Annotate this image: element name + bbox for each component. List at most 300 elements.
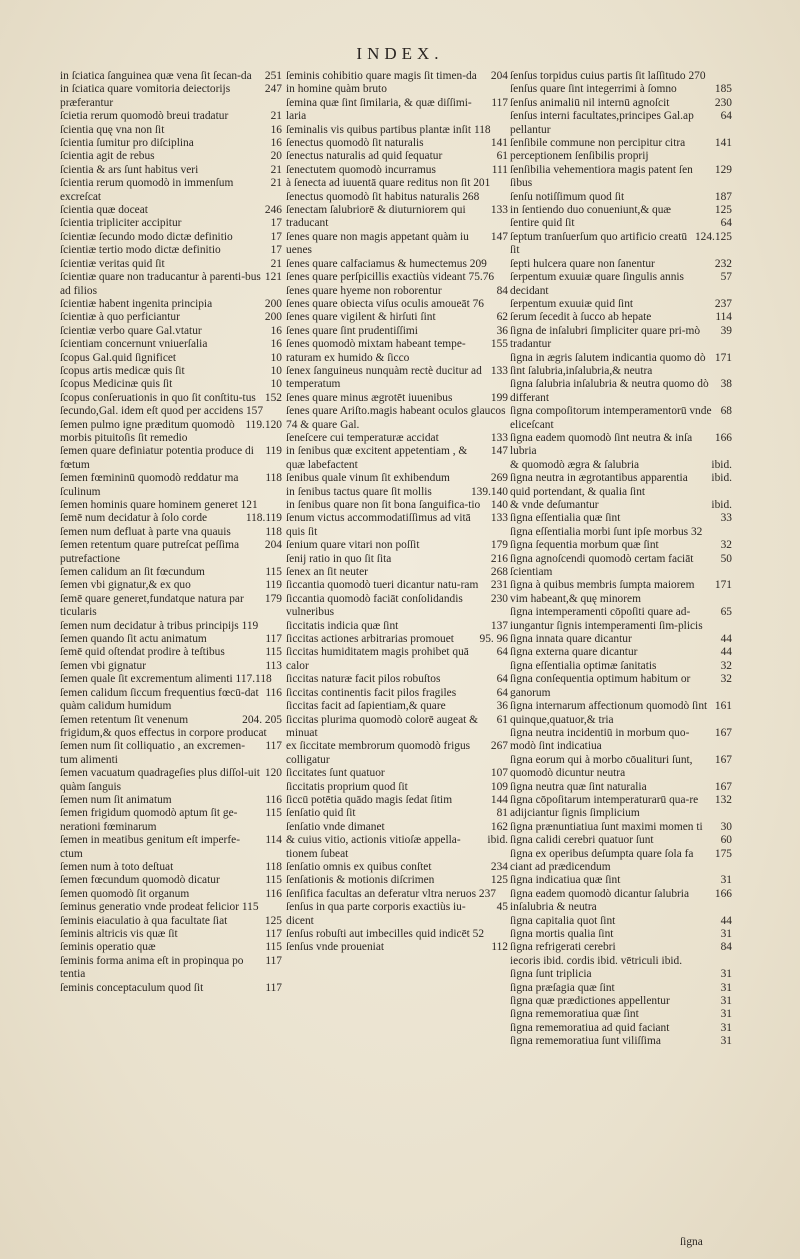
- index-entry-text: ſenes quare ſint prudentiſſimi: [286, 324, 418, 337]
- index-entry-text: ſeminis operatio quæ: [60, 941, 156, 954]
- index-entry-text: ſerpentum exuuiæ quid ſint: [510, 297, 634, 310]
- index-entry-page: 117: [265, 954, 282, 967]
- index-entry-text: ſigna neutra incidentiū in morbum quo-modò ſint indicatiua: [510, 726, 690, 753]
- index-entry: [510, 432, 732, 459]
- index-entry-page: 246: [264, 204, 282, 217]
- index-entry-text: in ſenibus quæ excitent appetentiam , & quæ labefactent: [286, 445, 468, 471]
- index-entry-page: 147: [490, 230, 508, 243]
- index-entry: [510, 915, 732, 928]
- index-entry-text: in ſenibus quare non ſit bona ſanguifica-tio: [286, 499, 481, 511]
- index-entry-page: 200: [264, 311, 282, 324]
- index-entry: [286, 593, 508, 620]
- index-entry-text: ſemen fœmininū quomodò reddatur ma ſculinum: [60, 472, 239, 498]
- index-entry-page: 125: [490, 874, 508, 887]
- index-entry: [286, 834, 508, 861]
- index-entry: [286, 432, 508, 445]
- index-entry: [60, 526, 282, 539]
- index-entry: [286, 928, 508, 941]
- index-entry-page: 237: [714, 297, 732, 310]
- index-entry: [60, 874, 282, 887]
- index-entry-page: 232: [714, 257, 732, 270]
- index-entry-text: ſcopus Medicinæ quis ſit: [60, 378, 173, 391]
- index-entry-text: ſenes quare perſpicillis exactiùs videant 75.76: [286, 271, 495, 284]
- index-entry: [60, 915, 282, 928]
- index-entry-page: 144: [490, 793, 508, 806]
- index-entry: [60, 419, 282, 446]
- index-entry-text: ſigna neutra in ægrotantibus apparentia quid portendant, & qualia ſint: [510, 472, 688, 498]
- index-entry: [60, 217, 282, 230]
- index-entry-text: ſcientiæ à quo perficiantur: [60, 311, 180, 324]
- index-entry-page: 31: [720, 1021, 732, 1034]
- index-entry: [60, 901, 282, 914]
- index-entry: [286, 445, 508, 472]
- index-entry: [286, 258, 508, 271]
- index-entry: [510, 378, 732, 405]
- index-entry-text: & cuius vitio, actionis vitioſæ appella-tionem ſubeat: [286, 834, 461, 860]
- index-entry-page: 204. 205: [242, 713, 282, 726]
- index-entry-text: ſemen num ſit animatum: [60, 793, 172, 806]
- index-entry-page: 115: [265, 807, 282, 820]
- index-entry: [60, 204, 282, 217]
- index-entry-text: ſigna calidi cerebri quatuor ſunt: [510, 834, 654, 847]
- index-entry-text: ſenſus robuſti aut imbecilles quid indicēt 52: [286, 928, 485, 940]
- index-entry: [286, 338, 508, 365]
- index-entry: [510, 512, 732, 525]
- index-entry-page: 117: [265, 740, 282, 753]
- index-entry: [510, 472, 732, 499]
- index-entry-text: ſigna eſſentialia quæ ſint: [510, 512, 621, 525]
- index-entry: [60, 352, 282, 365]
- index-entry-page: 114: [265, 834, 282, 847]
- index-entry-page: 117: [265, 633, 282, 646]
- index-entry-text: ſemē quid oſtendat prodire à teſtibus: [60, 646, 225, 659]
- index-entry-page: 118: [265, 525, 282, 538]
- index-entry: [286, 807, 508, 820]
- index-entry: [60, 472, 282, 499]
- index-entry-page: 118.119: [245, 512, 282, 525]
- index-entry-text: ſcopus Gal.quid ſignificet: [60, 351, 177, 364]
- index-entry-text: ſigna quæ prædictiones appellentur: [510, 995, 670, 1008]
- index-entry-page: 31: [720, 995, 732, 1008]
- index-entry-text: ſigna ſunt triplicia: [510, 968, 592, 981]
- index-entry-text: ſigna neutra quæ ſint naturalia: [510, 780, 647, 793]
- index-entry: [510, 83, 732, 96]
- index-entry-page: 133: [490, 431, 508, 444]
- index-entry-text: ſiccitas facit ad ſapientiam,& quare: [286, 700, 446, 713]
- index-entry-page: 32: [720, 539, 732, 552]
- index-entry: [60, 941, 282, 954]
- index-entry-text: ſemen quare definiatur potentia produce di fœtum: [60, 445, 254, 471]
- index-entry: [60, 177, 282, 204]
- index-entry-page: 30: [720, 820, 732, 833]
- index-entry-text: ſemen quomodò ſit organum: [60, 887, 190, 900]
- index-entry-text: in ſciatica quare vomitoria deiectorijs præferantur: [60, 83, 231, 109]
- index-entry-page: 36: [496, 324, 508, 337]
- index-entry-page: 32: [720, 673, 732, 686]
- index-entry-text: ſemē quare generet,fundatque natura par ticularis: [60, 592, 244, 619]
- index-entry-page: 44: [720, 914, 732, 927]
- index-entry: [510, 606, 732, 633]
- index-entry: [286, 941, 508, 954]
- index-entry: [510, 231, 732, 258]
- index-entry: [510, 821, 732, 834]
- index-entry: [510, 982, 732, 995]
- index-entry-text: ſemen num decidatur à tribus principijs 119: [60, 619, 259, 632]
- index-entry: [60, 928, 282, 941]
- index-entry: [286, 191, 508, 204]
- index-entry-page: 33: [720, 512, 732, 525]
- index-entry: [60, 338, 282, 351]
- index-entry: [510, 646, 732, 659]
- index-entry-page: 147: [490, 445, 508, 458]
- index-entry: [286, 177, 508, 190]
- index-entry: [286, 767, 508, 780]
- index-entry-text: ſemina quæ ſint ſimilaria, & quæ diſſimi-laria: [286, 96, 472, 123]
- index-entry-text: ſenes quare minus ægrotēt iuuenibus: [286, 391, 453, 404]
- index-entry-text: ſigna rememoratiua ſunt viliſſima: [510, 1035, 661, 1048]
- index-entry-text: ſiccitatis indicia quæ ſint: [286, 619, 399, 632]
- index-entry-page: ibid.: [711, 458, 732, 471]
- index-entry: [60, 124, 282, 137]
- index-entry-text: ſcientia ſumitur pro diſciplina: [60, 137, 194, 150]
- index-entry: [60, 673, 282, 686]
- index-entry-page: 16: [270, 123, 282, 136]
- index-entry-text: & vnde deſumantur: [510, 499, 599, 511]
- index-entry-page: 267: [490, 740, 508, 753]
- index-entry-page: 155: [490, 338, 508, 351]
- index-entry: [286, 821, 508, 834]
- index-entry-text: in ſentiendo duo conueniunt,& quæ: [510, 204, 672, 217]
- index-entry-text: ſiccitatis proprium quod ſit: [286, 780, 408, 793]
- index-entry-page: 95. 96: [479, 633, 508, 646]
- index-column-3: [510, 70, 732, 1049]
- index-entry-text: ſcientia & ars ſunt habitus veri: [60, 163, 199, 176]
- index-entry-text: ſcientia rerum quomodò in immenſum excreſcat: [60, 177, 234, 203]
- index-entry-text: ſiccitas humiditatem magis prohibet quā calor: [286, 646, 469, 672]
- index-entry-text: ſiccitates ſunt quatuor: [286, 767, 385, 780]
- index-entry-text: ſecundo,Gal. idem eſt quod per accidens 157: [60, 405, 264, 418]
- index-entry-page: 39: [720, 324, 732, 337]
- index-entry-page: 247: [264, 83, 282, 96]
- index-entry-text: ſcientiæ verbo quare Gal.vtatur: [60, 324, 202, 337]
- index-entry-page: 199: [490, 391, 508, 404]
- index-entry-page: 61: [496, 713, 508, 726]
- index-entry: [60, 392, 282, 405]
- index-entry: [286, 620, 508, 633]
- index-entry-page: 204: [490, 70, 508, 82]
- index-entry-text: ſenes quare Ariſto.magis habeant oculos glaucos 74 & quare Gal.: [286, 405, 506, 431]
- index-entry-text: ſenectam ſalubriorē & diuturniorem qui traducant: [286, 204, 466, 230]
- index-entry-page: 251: [264, 70, 282, 82]
- index-entry-page: 152: [264, 391, 282, 404]
- index-entry: [286, 164, 508, 177]
- index-entry-page: 109: [490, 780, 508, 793]
- index-entry: [286, 472, 508, 485]
- index-entry-text: ſigna internarum affectionum quomodò ſint quinque,quatuor,& tria: [510, 700, 708, 726]
- index-entry: [286, 392, 508, 405]
- index-entry-text: ſigna indicatiua quæ ſint: [510, 874, 621, 887]
- index-entry-page: ibid.: [487, 834, 508, 847]
- index-entry-text: ſemen frigidum quomodò aptum ſit ge-nerationi fœminarum: [60, 807, 238, 833]
- index-entry: [60, 539, 282, 566]
- index-entry-page: 20: [270, 150, 282, 163]
- index-entry-page: 124.125: [694, 230, 732, 243]
- index-entry: [510, 405, 732, 432]
- index-entry-page: 81: [496, 807, 508, 820]
- index-entry-page: 10: [270, 378, 282, 391]
- index-entry: [60, 311, 282, 324]
- index-entry-text: ſemen retentum quare putreſcat peſſima putrefactione: [60, 539, 240, 565]
- index-entry: [286, 298, 508, 311]
- index-entry-page: 166: [714, 431, 732, 444]
- index-entry: [510, 271, 732, 298]
- index-entry-page: 44: [720, 633, 732, 646]
- index-entry: [510, 794, 732, 821]
- index-entry-text: ſenectutem quomodò incurramus: [286, 163, 436, 176]
- index-entry-text: ſigna eadem quomodò dicantur ſalubria inſalubria & neutra: [510, 887, 690, 914]
- index-entry-page: 117: [265, 928, 282, 940]
- index-entry: [510, 888, 732, 915]
- index-entry-text: ex ſiccitate membrorum quomodò frigus colligatur: [286, 740, 471, 766]
- index-entry-text: ſcientia quæ doceat: [60, 204, 148, 217]
- index-entry-page: 61: [496, 150, 508, 163]
- index-entry-text: ſemen hominis quare hominem generet 121: [60, 499, 258, 511]
- index-entry-page: 116: [265, 686, 282, 699]
- index-entry-text: ſenum victus accommodatiſſimus ad vitā quis ſit: [286, 512, 471, 538]
- index-entry-page: 16: [270, 338, 282, 351]
- index-entry-text: ſenſibilia vehementiora magis patent ſen ſibus: [510, 163, 693, 190]
- index-entry-text: ſenibus quale vinum ſit exhibendum: [286, 472, 450, 485]
- index-entry: [286, 566, 508, 579]
- index-entry: [510, 727, 732, 754]
- index-entry-text: ſigna externa quare dicantur: [510, 646, 638, 659]
- index-entry-text: ſenſatio quid ſit: [286, 807, 356, 820]
- index-entry: [510, 539, 732, 552]
- index-entry-text: ſeminis forma anima eſt in propinqua po tentia: [60, 954, 244, 981]
- index-entry-text: ſigna agnoſcendi quomodò certam faciāt ſcientiam: [510, 552, 694, 579]
- index-entry: [60, 137, 282, 150]
- index-entry-page: 31: [720, 968, 732, 981]
- index-entry-text: ſcientia tripliciter accipitur: [60, 217, 182, 230]
- index-entry-page: 133: [490, 364, 508, 377]
- index-entry: [60, 566, 282, 579]
- index-entry-text: ſigna ſalubria inſalubria & neutra quomo dò differant: [510, 378, 709, 404]
- index-entry-text: ſepti hulcera quare non ſanentur: [510, 257, 655, 270]
- index-entry: [60, 579, 282, 592]
- index-entry-text: ſeminis altricis vis quæ ſit: [60, 928, 178, 940]
- index-entry: [286, 901, 508, 928]
- index-entry-page: 125: [264, 914, 282, 927]
- index-entry-text: in ſenibus tactus quare ſit mollis: [286, 485, 432, 498]
- index-entry-text: ſemen num à toto deſtuat: [60, 860, 174, 873]
- index-entry-page: 62: [496, 311, 508, 324]
- index-entry: [510, 1035, 732, 1048]
- index-entry: [286, 633, 508, 646]
- index-entry-text: ſiccū potētia quādo magis ſedat ſitim: [286, 793, 453, 806]
- index-entry-text: ſenectus quomodò ſit naturalis: [286, 137, 424, 150]
- index-entry: [60, 834, 282, 861]
- index-entry: [510, 754, 732, 781]
- index-entry-page: 171: [714, 351, 732, 364]
- index-entry: [510, 97, 732, 110]
- index-entry: [60, 740, 282, 767]
- index-entry-page: 118: [265, 860, 282, 873]
- index-entry-page: 45: [496, 901, 508, 914]
- index-entry-text: ſemen num ſit colliquatio , an excremen-tum alimenti: [60, 740, 246, 766]
- index-entry: [510, 325, 732, 352]
- index-entry: [286, 405, 508, 432]
- index-entry-text: iecoris ibid. cordis ibid. vētriculi ibid.: [510, 954, 683, 967]
- index-entry-page: 133: [490, 512, 508, 525]
- index-entry-text: ſigna cōpoſitarum intemperaturarū qua-re adijciantur ſignis ſimplicium: [510, 793, 699, 820]
- index-entry: [286, 781, 508, 794]
- index-entry-page: 162: [490, 820, 508, 833]
- index-entry: [510, 834, 732, 847]
- index-entry: [510, 110, 732, 137]
- index-entry-page: 161: [714, 700, 732, 713]
- index-entry-text: ſenſu notiſſimum quod ſit: [510, 190, 625, 203]
- index-entry: [510, 298, 732, 311]
- index-entry: [286, 285, 508, 298]
- index-entry: [510, 781, 732, 794]
- index-entry: [286, 271, 508, 284]
- index-entry: [286, 137, 508, 150]
- index-entry-page: 31: [720, 928, 732, 940]
- index-entry-text: ſcientiæ habent ingenita principia: [60, 297, 213, 310]
- index-entry-text: ſemen calidum ſiccum frequentius fœcū-dat quàm calidum humidum: [60, 686, 259, 713]
- index-entry-page: 115: [265, 646, 282, 659]
- index-entry-page: 141: [714, 137, 732, 150]
- index-entry-page: 64: [496, 686, 508, 699]
- index-entry-text: ſemen quando ſit actu animatum: [60, 633, 207, 646]
- index-entry: [510, 217, 732, 230]
- index-entry: [510, 941, 732, 954]
- index-entry-page: 230: [714, 96, 732, 109]
- index-entry: [60, 164, 282, 177]
- index-entry-page: 65: [720, 606, 732, 619]
- index-entry-page: 36: [496, 700, 508, 713]
- index-entry-text: ſenſatio omnis ex quibus conſtet: [286, 860, 432, 873]
- index-entry-page: 166: [714, 887, 732, 900]
- index-entry: [60, 70, 282, 83]
- index-entry-page: 140: [490, 499, 508, 511]
- index-entry-page: 68: [720, 405, 732, 418]
- index-entry-text: in ſciatica ſanguinea quæ vena ſit ſecan-da: [60, 70, 252, 82]
- index-entry-page: 44: [720, 646, 732, 659]
- index-entry: [286, 579, 508, 592]
- index-entry-text: ſeminus generatio vnde prodeat felicior 115: [60, 901, 259, 914]
- index-entry-page: 38: [720, 378, 732, 391]
- index-entry: [60, 405, 282, 418]
- index-entry-page: 111: [491, 163, 508, 176]
- index-entry: [60, 633, 282, 646]
- index-entry-text: & quomodò ægra & ſalubria: [510, 458, 640, 471]
- index-entry: [286, 700, 508, 713]
- index-entry: [60, 378, 282, 391]
- index-entry-text: ſentire quid ſit: [510, 217, 575, 230]
- index-entry-text: ſemen fœcundum quomodò dicatur: [60, 874, 220, 887]
- index-entry-page: 21: [270, 257, 282, 270]
- index-entry: [60, 271, 282, 298]
- index-entry: [510, 204, 732, 217]
- index-entry: [60, 258, 282, 271]
- index-entry-text: ſenſus torpidus cuius partis ſit laſſitudo 270: [510, 70, 706, 82]
- index-entry-text: ſenſationis & motionis diſcrimen: [286, 874, 435, 887]
- index-entry-page: 115: [265, 874, 282, 887]
- index-entry-text: ſeminalis vis quibus partibus plantæ inſit 118: [286, 123, 491, 136]
- index-entry: [60, 244, 282, 257]
- index-entry-page: ibid.: [711, 472, 732, 485]
- index-entry-text: ſcientiæ quare non traducantur à parenti-bus ad filios: [60, 271, 261, 297]
- index-entry: [510, 848, 732, 875]
- page-title: INDEX.: [356, 44, 444, 63]
- index-entry-page: 21: [270, 177, 282, 190]
- index-entry-page: 84: [720, 941, 732, 954]
- index-entry-text: ſigna rememoratiua ad quid faciant: [510, 1021, 670, 1034]
- index-entry: [60, 593, 282, 620]
- index-entry-page: 119: [265, 445, 282, 458]
- index-entry-page: 119: [265, 579, 282, 592]
- index-entry-text: ſeneſcere cui temperaturæ accidat: [286, 431, 439, 444]
- index-entry: [60, 888, 282, 901]
- index-entry: [510, 352, 732, 379]
- index-entry-page: 230: [490, 592, 508, 605]
- index-entry: [60, 714, 282, 741]
- index-entry-text: ſenes quare hyeme non roborentur: [286, 284, 442, 297]
- index-entry-text: ſiccitas continentis facit pilos fragiles: [286, 686, 457, 699]
- index-entry: [60, 861, 282, 874]
- index-entry-text: ſemen num defluat à parte vna quauis: [60, 525, 231, 538]
- index-entry-page: 115: [265, 566, 282, 579]
- index-entry-text: ſigna refrigerati cerebri: [510, 941, 616, 954]
- index-entry: [286, 124, 508, 137]
- index-entry: [510, 70, 732, 83]
- index-entry: [510, 499, 732, 512]
- index-entry-text: ſeminis eiaculatio à qua facultate ſiat: [60, 914, 228, 927]
- index-entry-page: 187: [714, 190, 732, 203]
- index-entry-text: ſigna ex operibus deſumpta quare ſola fa ciant ad prædicendum: [510, 847, 694, 873]
- index-entry: [510, 137, 732, 164]
- index-entry-text: ſeptum tranſuerſum quo artificio creatū ſit: [510, 230, 688, 257]
- index-entry-page: 84: [496, 284, 508, 297]
- index-entry-text: ſemen pulmo igne præditum quomodò morbis pituitoſis ſit remedio: [60, 418, 235, 444]
- index-entry-text: ſemē num decidatur à ſolo corde: [60, 512, 208, 525]
- index-entry-page: 31: [720, 1008, 732, 1021]
- index-entry-text: ſemen in meatibus genitum eſt imperfe-ctum: [60, 834, 240, 860]
- index-entry-page: 234: [490, 860, 508, 873]
- index-entry-page: 118: [265, 472, 282, 485]
- index-entry-text: ſenſus interni facultates,principes Gal.ap pellantur: [510, 110, 694, 136]
- index-entry: [510, 928, 732, 941]
- index-entry-page: 10: [270, 364, 282, 377]
- index-entry-text: ſenes quare vigilent & hirſuti ſint: [286, 311, 436, 324]
- index-entry-text: ſenium quare vitari non poſſit: [286, 539, 420, 552]
- index-entry-text: ſigna eorum qui à morbo cōualituri ſunt, quomodò dicuntur neutra: [510, 753, 693, 780]
- index-column-1: [60, 70, 282, 995]
- index-entry-text: ſigna conſequentia optimum habitum or ganorum: [510, 673, 691, 699]
- index-entry: [286, 365, 508, 392]
- index-entry: [286, 714, 508, 741]
- index-entry-page: 141: [490, 137, 508, 150]
- index-entry: [510, 633, 732, 646]
- index-entry-page: 200: [264, 297, 282, 310]
- index-entry: [286, 673, 508, 686]
- index-entry-page: 120: [264, 767, 282, 780]
- index-entry-page: 112: [491, 941, 508, 954]
- index-entry: [60, 110, 282, 123]
- index-entry-text: ſcopus conſeruationis in quo ſit conſtitu-tus: [60, 391, 256, 404]
- index-entry-text: ſeminis conceptaculum quod ſit: [60, 981, 204, 994]
